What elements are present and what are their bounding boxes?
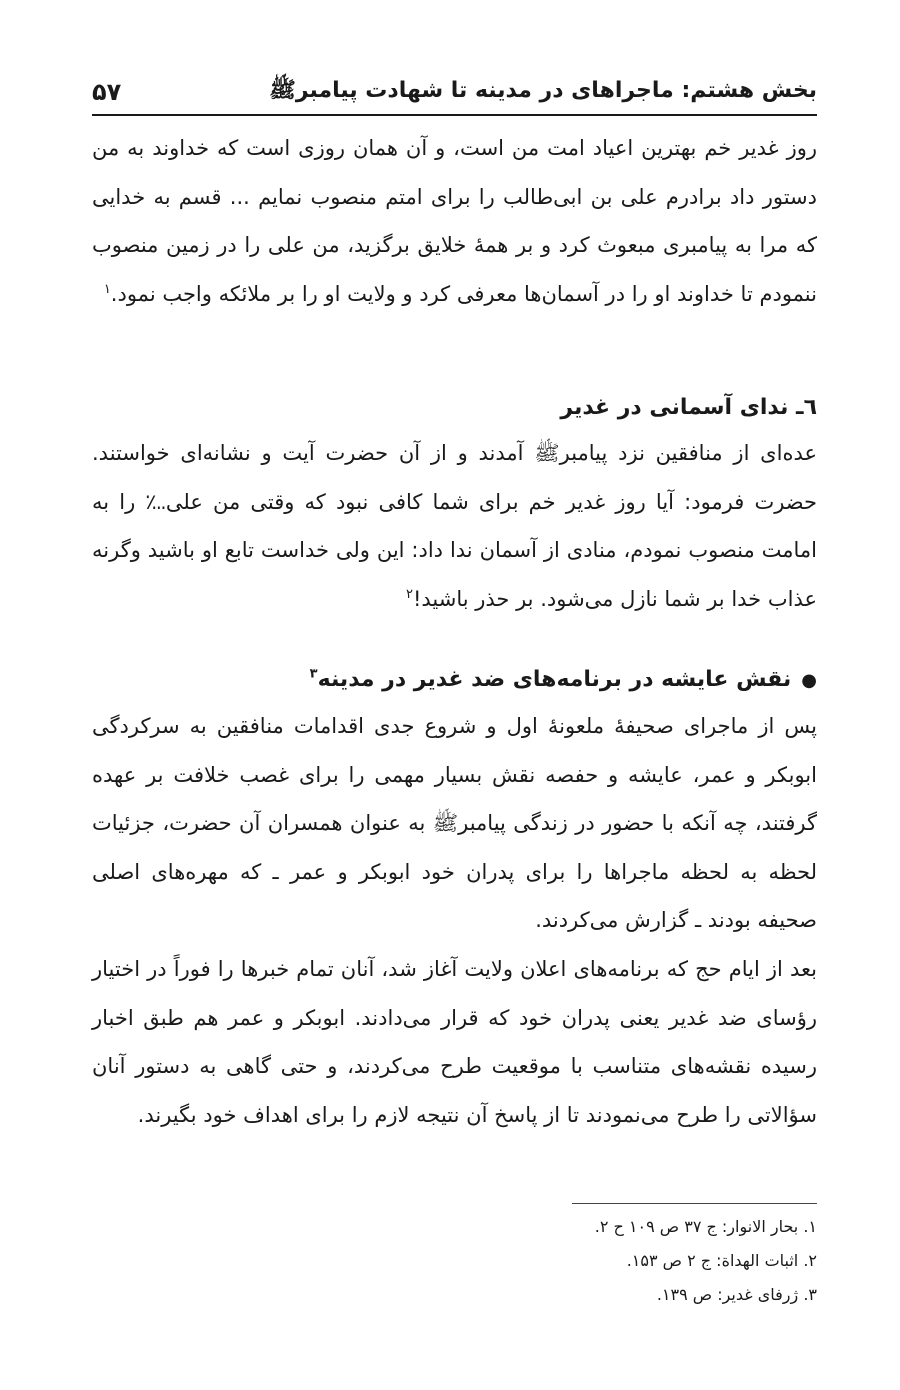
footnotes <box>92 1203 817 1312</box>
section-heading-aisha <box>92 660 817 701</box>
paragraph-1 <box>92 124 817 318</box>
footnote-divider <box>572 1203 817 1204</box>
paragraph-2 <box>92 429 817 623</box>
section-heading-aisha-text: نقش عایشه در برنامه‌های ضد غدیر در مدینه <box>317 667 792 692</box>
paragraph-3: پس از ماجرای صحیفهٔ ملعونهٔ اول و شروع جدی اقدامات منافقین به سرکردگی ابوبکر و عمر، عایشه و حفصه نقش بسیار مهمی را برای غصب خلافت بر عهده گرفتند، چه آنکه با حضور در زندگی پیامبرﷺ به عنوان همسران آن حضرت، جزئیات لحظه به لحظه ماجراها را برای پدران خود ابوبکر و عمر ـ که مهره‌های اصلی صحیفه بودند ـ گزارش می‌کردند. <box>92 714 817 933</box>
paragraph-4: بعد از ایام حج که برنامه‌های اعلان ولایت آغاز شد، آنان تمام خبرها را فوراً در اختیار رؤسای ضد غدیر یعنی پدران خود که قرار می‌دادند. ابوبکر و عمر هم طبق اخبار رسیده نقشه‌های متناسب با موقعیت طرح می‌کردند، و حتی گاهی به دستور آنان سؤالاتی را طرح می‌نمودند تا از پاسخ آن نتیجه لازم را برای اهداف خود بگیرند. <box>92 957 817 1127</box>
footnote-ref-1: ۱ <box>103 281 111 297</box>
chapter-title: بخش هشتم: ماجراهای در مدینه تا شهادت پیامبرﷺ <box>269 78 817 103</box>
bullet-icon: ● <box>801 670 817 691</box>
running-header <box>92 70 817 116</box>
footnote-ref-2: ۲ <box>405 586 413 602</box>
section-heading-6: ٦ـ ندای آسمانی در غدیر <box>560 395 817 420</box>
footnote-2: ۲. اثبات الهداة: ج ۲ ص ۱۵۳. <box>626 1251 817 1270</box>
page-number: ۵۷ <box>92 78 122 106</box>
footnote-3: ۳. ژرفای غدیر: ص ۱۳۹. <box>656 1285 817 1304</box>
paragraph-2-text: عده‌ای از منافقین نزد پیامبرﷺ آمدند و از آن حضرت آیت و نشانه‌ای خواستند. حضرت فرمود: آیا روز غدیر خم برای شما کافی نبود که وقتی من علی؊ را به امامت منصوب نمودم، منادی از آسمان ندا داد: این ولی خداست تابع او باشید وگرنه عذاب خدا بر شما نازل می‌شود. بر حذر باشید! <box>92 441 817 611</box>
footnote-1: ۱. بحار الانوار: ج ۳۷ ص ۱۰۹ ح ۲. <box>594 1217 817 1236</box>
paragraph-1-text: روز غدیر خم بهترین اعیاد امت من است، و آن همان روزی است که خداوند به من دستور داد برادرم علی بن ابی‌طالب را برای امتم منصوب نمایم ... قسم به خدایی که مرا به پیامبری مبعوث کرد و بر همهٔ خلایق برگزید، من علی را در زمین منصوب ننمودم تا خداوند او را در آسمان‌ها معرفی کرد و ولایت او را بر ملائکه واجب نمود. <box>92 136 817 306</box>
footnote-ref-3: ۳ <box>309 666 318 682</box>
